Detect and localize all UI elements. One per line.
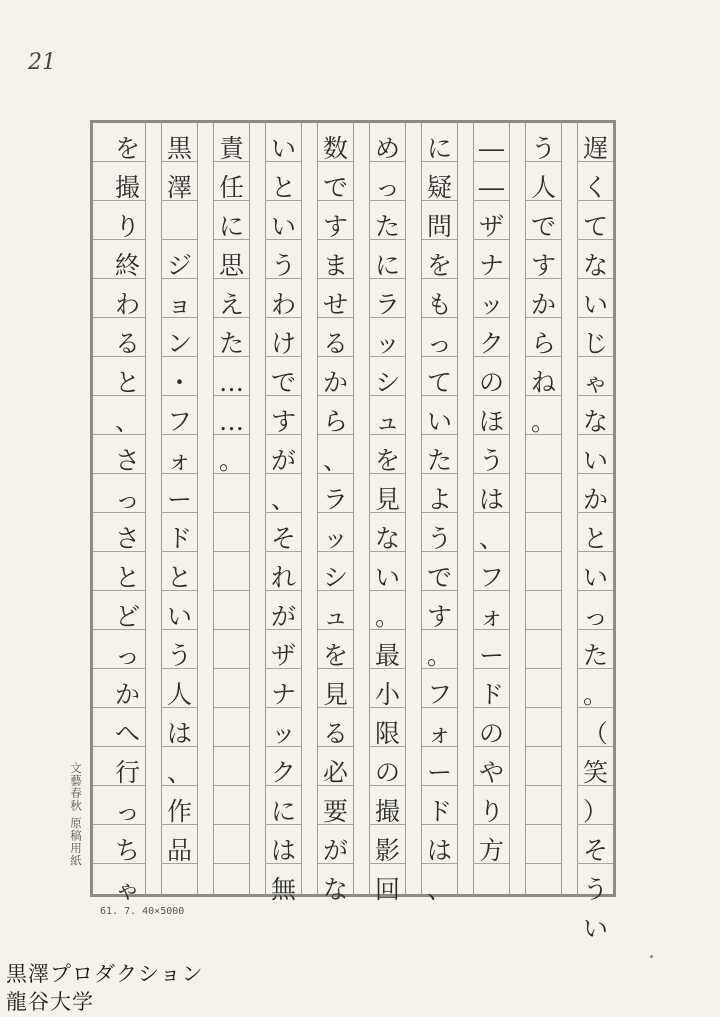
manuscript-char: ン [166, 329, 192, 358]
manuscript-char: ド [426, 797, 452, 826]
manuscript-char: と [114, 563, 140, 592]
manuscript-char: さ [114, 446, 140, 475]
manuscript-char: と [166, 563, 192, 592]
manuscript-char: ッ [374, 329, 400, 358]
manuscript-char: ら [530, 329, 556, 358]
manuscript-char: が [270, 446, 296, 475]
manuscript-char: ザ [270, 641, 296, 670]
manuscript-char: の [374, 758, 400, 787]
manuscript-char: ュ [322, 602, 348, 631]
manuscript-char: 見 [374, 485, 400, 514]
column-gutter [197, 123, 214, 894]
manuscript-char: （ [582, 719, 608, 748]
manuscript-char: を [114, 134, 140, 163]
manuscript-char: に [374, 251, 400, 280]
manuscript-char: 撮 [374, 797, 400, 826]
manuscript-char: ー [478, 641, 504, 670]
page-number: 21 [28, 50, 56, 75]
manuscript-char: が [322, 836, 348, 865]
manuscript-char: 黒 [166, 134, 192, 163]
manuscript-char: へ [114, 719, 140, 748]
manuscript-char: は [270, 836, 296, 865]
manuscript-char: で [426, 563, 452, 592]
manuscript-char: ォ [426, 719, 452, 748]
manuscript-char: … [219, 407, 244, 436]
manuscript-char: い [582, 446, 608, 475]
manuscript-char: っ [114, 797, 140, 826]
manuscript-char: に [218, 212, 244, 241]
manuscript-char: ザ [478, 212, 504, 241]
manuscript-char: っ [582, 602, 608, 631]
manuscript-char: 品 [166, 836, 192, 865]
manuscript-char: ら [322, 407, 348, 436]
manuscript-char: そ [270, 524, 296, 553]
manuscript-char: ー [426, 758, 452, 787]
manuscript-char: う [478, 446, 504, 475]
manuscript-char: ッ [478, 290, 504, 319]
manuscript-column [526, 123, 561, 894]
manuscript-char [167, 207, 192, 246]
manuscript-column [578, 123, 613, 943]
manuscript-char: 任 [218, 173, 244, 202]
manuscript-char: も [426, 290, 452, 319]
manuscript-char: 人 [166, 680, 192, 709]
manuscript-char: う [582, 875, 608, 904]
column-gutter [145, 123, 162, 894]
manuscript-char: と [114, 368, 140, 397]
manuscript-char: 終 [114, 251, 140, 280]
manuscript-char: 、 [114, 407, 140, 436]
manuscript-char: 、 [322, 446, 348, 475]
column-gutter [457, 123, 474, 894]
paper-speck [650, 955, 653, 958]
form-code: 61. 7. 40×5000 [100, 906, 185, 917]
manuscript-column [214, 123, 249, 894]
manuscript-char: 小 [374, 680, 400, 709]
manuscript-char: 行 [114, 758, 140, 787]
manuscript-char: ね [530, 368, 556, 397]
manuscript-char: す [426, 602, 452, 631]
manuscript-char: う [270, 251, 296, 280]
manuscript-char: 無 [270, 875, 296, 904]
manuscript-char: シ [374, 368, 400, 397]
column-gutter [301, 123, 318, 894]
manuscript-char: な [322, 875, 348, 904]
manuscript-column [110, 123, 145, 904]
manuscript-char: ゃ [114, 875, 140, 904]
manuscript-char: 方 [478, 836, 504, 865]
manuscript-char: い [270, 134, 296, 163]
manuscript-char: す [530, 251, 556, 280]
manuscript-char: 。 [426, 641, 452, 670]
manuscript-char: ― [479, 134, 504, 163]
manuscript-char: 回 [374, 875, 400, 904]
manuscript-char: 限 [374, 719, 400, 748]
manuscript-char: い [582, 290, 608, 319]
manuscript-char: い [166, 602, 192, 631]
manuscript-char: い [270, 212, 296, 241]
manuscript-char: わ [114, 290, 140, 319]
column-gutter [561, 123, 578, 894]
manuscript-char: せ [322, 290, 348, 319]
manuscript-column [266, 123, 301, 904]
manuscript-char: い [582, 563, 608, 592]
manuscript-char: ョ [166, 290, 192, 319]
manuscript-char: に [270, 797, 296, 826]
manuscript-char: と [582, 524, 608, 553]
manuscript-char: ほ [478, 407, 504, 436]
manuscript-char: や [478, 758, 504, 787]
manuscript-char: 。 [374, 602, 400, 631]
manuscript-char: 、 [426, 875, 452, 904]
manuscript-char: ー [166, 485, 192, 514]
manuscript-char: 、 [478, 524, 504, 553]
manuscript-char: 影 [374, 836, 400, 865]
manuscript-char: れ [270, 563, 296, 592]
column-gutter [249, 123, 266, 894]
manuscript-char: め [374, 134, 400, 163]
manuscript-char: さ [114, 524, 140, 553]
manuscript-char: 澤 [166, 173, 192, 202]
manuscript-char: る [322, 719, 348, 748]
manuscript-char: ち [114, 836, 140, 865]
manuscript-char: ） [582, 797, 608, 826]
manuscript-char: 問 [426, 212, 452, 241]
manuscript-char: シ [322, 563, 348, 592]
manuscript-char: で [322, 173, 348, 202]
manuscript-char: ッ [322, 524, 348, 553]
manuscript-char: を [426, 251, 452, 280]
manuscript-char: 数 [322, 134, 348, 163]
manuscript-column [162, 123, 197, 894]
manuscript-char: る [322, 329, 348, 358]
manuscript-char: ォ [478, 602, 504, 631]
manuscript-char: フ [426, 680, 452, 709]
manuscript-char: に [426, 134, 452, 163]
manuscript-char: 、 [166, 758, 192, 787]
manuscript-char: わ [270, 290, 296, 319]
manuscript-char: な [374, 524, 400, 553]
manuscript-char: を [322, 641, 348, 670]
manuscript-char: っ [114, 641, 140, 670]
manuscript-char: う [166, 641, 192, 670]
manuscript-char: ジ [166, 251, 192, 280]
manuscript-char: 最 [374, 641, 400, 670]
manuscript-char: り [114, 212, 140, 241]
manuscript-char: す [322, 212, 348, 241]
manuscript-char: た [218, 329, 244, 358]
manuscript-column [422, 123, 457, 904]
manuscript-char: い [582, 914, 608, 943]
manuscript-char: な [582, 407, 608, 436]
manuscript-char: ク [478, 329, 504, 358]
watermark-line-2: 龍谷大学 [6, 990, 94, 1014]
manuscript-char: 。 [582, 680, 608, 709]
manuscript-char: 、 [270, 485, 296, 514]
manuscript-char: の [478, 368, 504, 397]
manuscript-char: か [114, 680, 140, 709]
manuscript-char: ど [114, 602, 140, 631]
manuscript-char: ま [322, 251, 348, 280]
paper-brand-label: 文藝春秋 原稿用紙 [69, 762, 83, 867]
manuscript-char: 人 [530, 173, 556, 202]
manuscript-char: う [426, 524, 452, 553]
manuscript-char: よ [426, 485, 452, 514]
manuscript-char: を [374, 446, 400, 475]
manuscript-char: ・ [166, 368, 192, 397]
manuscript-char: フ [166, 407, 192, 436]
manuscript-char: 遅 [582, 134, 608, 163]
manuscript-char: て [426, 368, 452, 397]
manuscript-char: ク [270, 758, 296, 787]
manuscript-char: 。 [218, 446, 244, 475]
manuscript-char: で [530, 212, 556, 241]
manuscript-char: い [426, 407, 452, 436]
manuscript-column [370, 123, 405, 904]
manuscript-char: ド [166, 524, 192, 553]
manuscript-char: す [270, 407, 296, 436]
manuscript-char: う [530, 134, 556, 163]
manuscript-char: … [219, 368, 244, 397]
manuscript-char: 要 [322, 797, 348, 826]
manuscript-char: が [270, 602, 296, 631]
manuscript-char: 見 [322, 680, 348, 709]
manuscript-char: ラ [374, 290, 400, 319]
manuscript-char: か [322, 368, 348, 397]
manuscript-char: じ [582, 329, 608, 358]
manuscript-char: 疑 [426, 173, 452, 202]
manuscript-char: は [166, 719, 192, 748]
manuscript-char: ナ [270, 680, 296, 709]
manuscript-char: い [374, 563, 400, 592]
manuscript-char: ゃ [582, 368, 608, 397]
manuscript-char: 撮 [114, 173, 140, 202]
manuscript-char: は [478, 485, 504, 514]
manuscript-char: 責 [218, 134, 244, 163]
manuscript-char: 思 [218, 251, 244, 280]
manuscript-char: て [582, 212, 608, 241]
manuscript-column [474, 123, 509, 894]
manuscript-char: ド [478, 680, 504, 709]
manuscript-char: で [270, 368, 296, 397]
manuscript-char: る [114, 329, 140, 358]
manuscript-char: は [426, 836, 452, 865]
column-gutter [405, 123, 422, 894]
manuscript-char: そ [582, 836, 608, 865]
column-gutter [353, 123, 370, 894]
manuscript-char: ォ [166, 446, 192, 475]
manuscript-char: ラ [322, 485, 348, 514]
manuscript-char: と [270, 173, 296, 202]
manuscript-char: け [270, 329, 296, 358]
manuscript-char: た [582, 641, 608, 670]
manuscript-char: か [582, 485, 608, 514]
manuscript-char: っ [374, 173, 400, 202]
manuscript-char: っ [114, 485, 140, 514]
manuscript-char: っ [426, 329, 452, 358]
manuscript-char: 。 [530, 407, 556, 436]
manuscript-char: え [218, 290, 244, 319]
watermark-line-1: 黒澤プロダクション [6, 962, 204, 986]
manuscript-char: ナ [478, 251, 504, 280]
manuscript-column [318, 123, 353, 904]
manuscript-char: ュ [374, 407, 400, 436]
manuscript-char: 必 [322, 758, 348, 787]
manuscript-char: フ [478, 563, 504, 592]
manuscript-char: た [374, 212, 400, 241]
manuscript-char: り [478, 797, 504, 826]
manuscript-char: た [426, 446, 452, 475]
manuscript-char: な [582, 251, 608, 280]
manuscript-char: 作 [166, 797, 192, 826]
manuscript-char: ッ [270, 719, 296, 748]
manuscript-char: 笑 [582, 758, 608, 787]
manuscript-char: ― [479, 173, 504, 202]
manuscript-char: く [582, 173, 608, 202]
manuscript-char: か [530, 290, 556, 319]
column-gutter [509, 123, 526, 894]
manuscript-char: の [478, 719, 504, 748]
